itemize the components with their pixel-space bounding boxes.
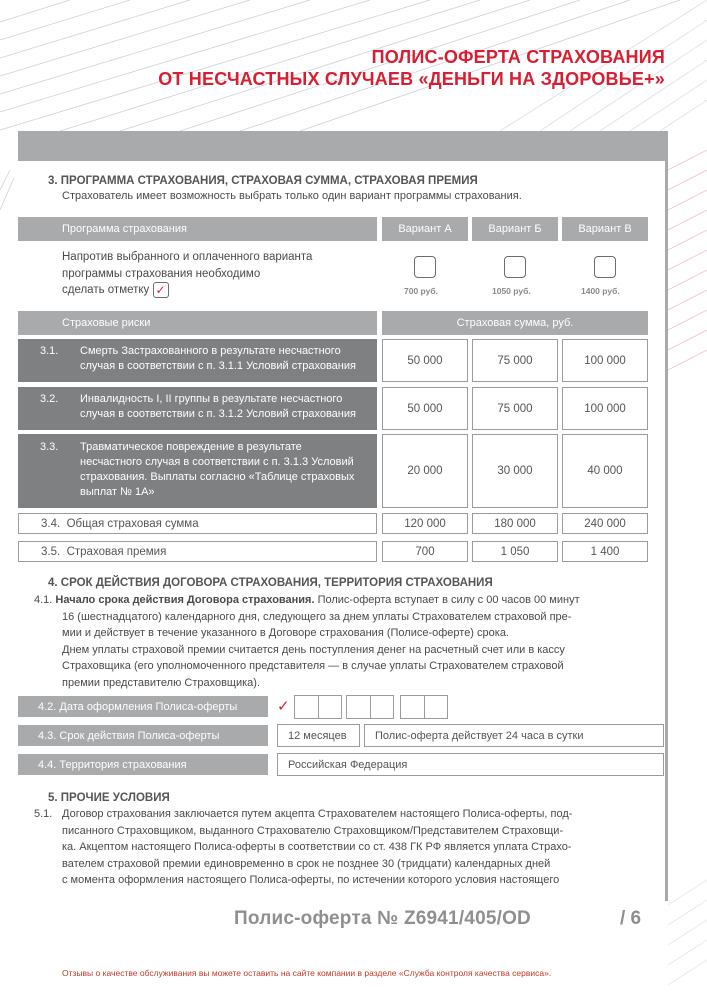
risk-row-3-2: 3.2. Инвалидность I, II группы в результате несчастного случая в соответствии с п. 3.1.2 Условий страхования [18, 387, 377, 430]
premium-value-a: 700 [382, 541, 468, 562]
premium-value-b: 1 050 [472, 541, 558, 562]
section-3-heading: 3. ПРОГРАММА СТРАХОВАНИЯ, СТРАХОВАЯ СУММА, СТРАХОВАЯ ПРЕМИЯ [48, 175, 478, 187]
risk-3-3-value-a: 20 000 [382, 434, 468, 508]
risk-row-3-1: 3.1. Смерть Застрахованного в результате несчастного случая в соответствии с п. 3.1.1 Условий страхования [18, 339, 377, 382]
risk-3-2-value-c: 100 000 [562, 387, 648, 430]
variant-c-header: Вариант В [562, 217, 648, 241]
section-5-heading: 5. ПРОЧИЕ УСЛОВИЯ [48, 792, 170, 804]
risk-3-2-value-a: 50 000 [382, 387, 468, 430]
policy-number: Полис-оферта № Z6941/405/OD [234, 908, 531, 929]
date-month-field[interactable] [346, 695, 394, 719]
total-value-a: 120 000 [382, 513, 468, 534]
variant-c-checkbox[interactable] [594, 256, 616, 278]
premium-label: 3.5. Страховая премия [18, 541, 377, 562]
risk-3-3-value-c: 40 000 [562, 434, 648, 508]
variant-b-header: Вариант Б [472, 217, 558, 241]
paragraph-4-1: 4.1. Начало срока действия Договора страхования. Полис-оферта вступает в силу с 00 часов 00 минут 16 (шестнадцатого) календарного дня, следующего за днем уплаты Страхователем страховой пре- мии и действует в течение указанного в Договоре страхования (Полисе-оферте) срока. Днем уплаты страховой премии считается день поступления денег на расчетный счет или в кассу Страховщика (его уполномоченного представителя — в случае уплаты Страхователем страховой премии представителю Страховщика). [34, 594, 580, 689]
validity-note: Полис-оферта действует 24 часа в сутки [364, 724, 664, 747]
total-value-b: 180 000 [472, 513, 558, 534]
paragraph-5-1: 5.1. Договор страхования заключается путем акцепта Страхователем настоящего Полиса-оферты, под- писанного Страховщиком, выданного Страхователю Страховщиком/Представителем Страховщи- ка. Акцептом настоящего Полиса-оферты в соответствии со ст. 438 ГК РФ является уплата Страхо- вателем страховой премии единовременно в срок не позднее 30 (тридцати) календарных дней с момента оформления настоящего Полиса-оферты, по истечении которого условия настоящего [34, 808, 573, 886]
page-number: / 6 [620, 908, 642, 929]
variant-a-price: 700 руб. [404, 286, 438, 296]
total-value-c: 240 000 [562, 513, 648, 534]
validity-value: 12 месяцев [277, 724, 360, 747]
date-day-field[interactable] [294, 695, 342, 719]
territory-value: Российская Федерация [277, 753, 664, 776]
risk-3-1-value-b: 75 000 [472, 339, 558, 382]
territory-label: 4.4. Территория страхования [18, 754, 268, 775]
frame-border [665, 131, 668, 901]
total-sum-label: 3.4. Общая страховая сумма [18, 513, 377, 534]
date-checkmark-icon: ✓ [277, 698, 290, 715]
title-line-2: ОТ НЕСЧАСТНЫХ СЛУЧАЕВ «ДЕНЬГИ НА ЗДОРОВЬЕ+» [158, 69, 665, 89]
premium-value-c: 1 400 [562, 541, 648, 562]
validity-label: 4.3. Срок действия Полиса-оферты [18, 725, 268, 746]
program-header: Программа страхования [18, 217, 377, 241]
sum-header: Страховая сумма, руб. [382, 311, 648, 335]
risks-header: Страховые риски [18, 311, 377, 335]
feedback-note: Отзывы о качестве обслуживания вы можете оставить на сайте компании в разделе «Служба контроля качества сервиса». [62, 968, 552, 978]
document-title [158, 46, 665, 90]
risk-3-3-value-b: 30 000 [472, 434, 558, 508]
variant-a-header: Вариант А [382, 217, 468, 241]
top-gray-band [18, 131, 668, 161]
selection-instruction: Напротив выбранного и оплаченного варианта программы страхования необходимо сделать отметку ✓ [62, 251, 313, 297]
variant-a-checkbox[interactable] [414, 256, 436, 278]
risk-3-2-value-b: 75 000 [472, 387, 558, 430]
risk-3-1-value-a: 50 000 [382, 339, 468, 382]
variant-c-price: 1400 руб. [581, 286, 620, 296]
variant-b-price: 1050 руб. [492, 286, 531, 296]
date-issued-label: 4.2. Дата оформления Полиса-оферты [18, 696, 268, 717]
section-4-heading: 4. СРОК ДЕЙСТВИЯ ДОГОВОРА СТРАХОВАНИЯ, ТЕРРИТОРИЯ СТРАХОВАНИЯ [48, 577, 493, 589]
date-year-field[interactable] [400, 695, 448, 719]
variant-b-checkbox[interactable] [504, 256, 526, 278]
section-3-subtitle: Страхователь имеет возможность выбрать только один вариант программы страхования. [62, 190, 522, 202]
risk-row-3-3: 3.3. Травматическое повреждение в результате несчастного случая в соответствии с п. 3.1.3 Условий страхования. Выплаты согласно «Таблице страховых выплат № 1А» [18, 434, 377, 508]
risk-3-1-value-c: 100 000 [562, 339, 648, 382]
title-line-1: ПОЛИС-ОФЕРТА СТРАХОВАНИЯ [371, 47, 665, 67]
checkmark-example-icon: ✓ [153, 282, 169, 298]
